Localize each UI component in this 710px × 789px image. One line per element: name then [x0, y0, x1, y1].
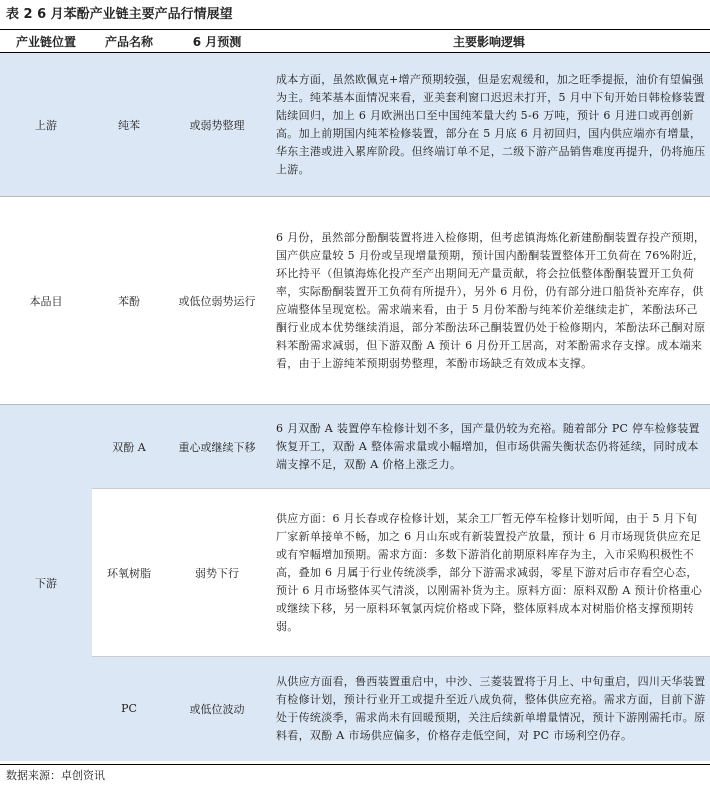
logic-cell: 成本方面，虽然欧佩克+增产预期较强，但是宏观缓和，加之旺季提振，油价有望偏强为主。纯苯基本面情况来看，亚美套利窗口迟迟未打开，5 月中下旬开始日韩检修装置陆续回归，加上 6 月欧洲出口至中国纯苯量大约 5-6 万吨，预计 6 月进口或再创新高。加上前期国内纯苯检修装置，部分在 5 月底 6 月初回归，国内供应端亦有增量，华东主港或进入累库阶段。但终端订单不足，二级下游产品销售难度再提升，仍将施压上游。	[276, 72, 706, 176]
table-row	[0, 657, 710, 761]
logic-cell: 6 月双酚 A 装置停车检修计划不多，国产量仍较为充裕。随着部分 PC 停车检修装置恢复开工，双酚 A 整体需求量或小幅增加，但市场供需失衡状态仍将延续，同时成本端支撑不足，双酚 A 价格上涨乏力。	[268, 405, 710, 489]
table-row	[0, 197, 710, 405]
forecast-cell: 弱势下行	[166, 489, 268, 657]
position-cell: 下游	[0, 405, 92, 761]
table-caption: 表 2 6 月苯酚产业链主要产品行情展望	[0, 0, 710, 30]
header-position: 产业链位置	[0, 30, 92, 53]
forecast-cell: 或弱势整理	[189, 118, 245, 132]
forecast-cell: 重心或继续下移	[166, 405, 268, 489]
forecast-cell: 或低位波动	[166, 657, 268, 761]
source-note: 数据来源：卓创资讯	[0, 764, 710, 788]
product-cell: 苯酚	[92, 197, 166, 405]
table-row	[0, 53, 710, 197]
position-cell: 本品目	[0, 197, 92, 405]
product-cell: 纯苯	[118, 118, 140, 132]
logic-cell: 供应方面：6 月长春或存检修计划，某余工厂暂无停车检修计划听闻，由于 5 月下旬厂家新单接单不畅，加之 6 月山东或有新装置投产放量，预计 6 月市场现货供应充足或有窄幅增加预期。需求方面：多数下游消化前期原料库存为主，入市采购积极性不高，叠加 6 月属于行业传统淡季，部分下游需求减弱，零星下游对后市存看空心态，预计 6 月市场整体买气清淡，以刚需补货为主。原料方面：原料双酚 A 预计价格重心或继续下移，另一原料环氧氯丙烷价格或下降，整体原料成本对树脂价格支撑预期转弱。	[268, 489, 710, 657]
forecast-cell: 或低位弱势运行	[166, 197, 268, 405]
product-cell: PC	[92, 657, 166, 761]
header-logic: 主要影响逻辑	[268, 30, 710, 53]
logic-cell: 从供应方面看，鲁西装置重启中，中沙、三菱装置将于月上、中旬重启，四川天华装置有检修计划，预计行业开工或提升至近八成负荷，整体供应充裕。需求方面，目前下游处于传统淡季，需求尚未有回暖预期，关注后续新单增量情况，预计下游刚需托市。原料看，双酚 A 市场供应偏多，价格存走低空间，对 PC 市场利空仍存。	[268, 657, 710, 761]
header-row	[0, 30, 710, 53]
position-cell: 上游	[35, 118, 57, 132]
header-forecast: 6 月预测	[166, 30, 268, 53]
table-row	[0, 405, 710, 489]
product-cell: 环氧树脂	[92, 489, 166, 657]
product-cell: 双酚 A	[92, 405, 166, 489]
logic-cell: 6 月份，虽然部分酚酮装置将进入检修期，但考虑镇海炼化新建酚酮装置存投产预期，国产供应量较 5 月份或呈现增量预期，预计国内酚酮装置整体开工负荷在 76%附近，环比持平（但镇海炼化投产至产出期间无产量贡献，将会拉低整体酚酮装置开工负荷率，实际酚酮装置开工负荷有所提升），另外 6 月份，仍有部分进口船货补充库存，供应端整体呈现宽松。需求端来看，由于 5 月份苯酚与纯苯价差继续走扩，苯酚法环己酮行业成本优势继续消退，部分苯酚法环己酮装置仍处于检修期内，苯酚法环己酮对原料苯酚需求减弱，但下游双酚 A 预计 6 月份开工居高，对苯酚需求存支撑。成本端来看，由于上游纯苯预期弱势整理，苯酚市场缺乏有效成本支撑。	[268, 197, 710, 405]
outlook-table	[0, 30, 710, 761]
header-product: 产品名称	[92, 30, 166, 53]
table-row	[0, 489, 710, 657]
